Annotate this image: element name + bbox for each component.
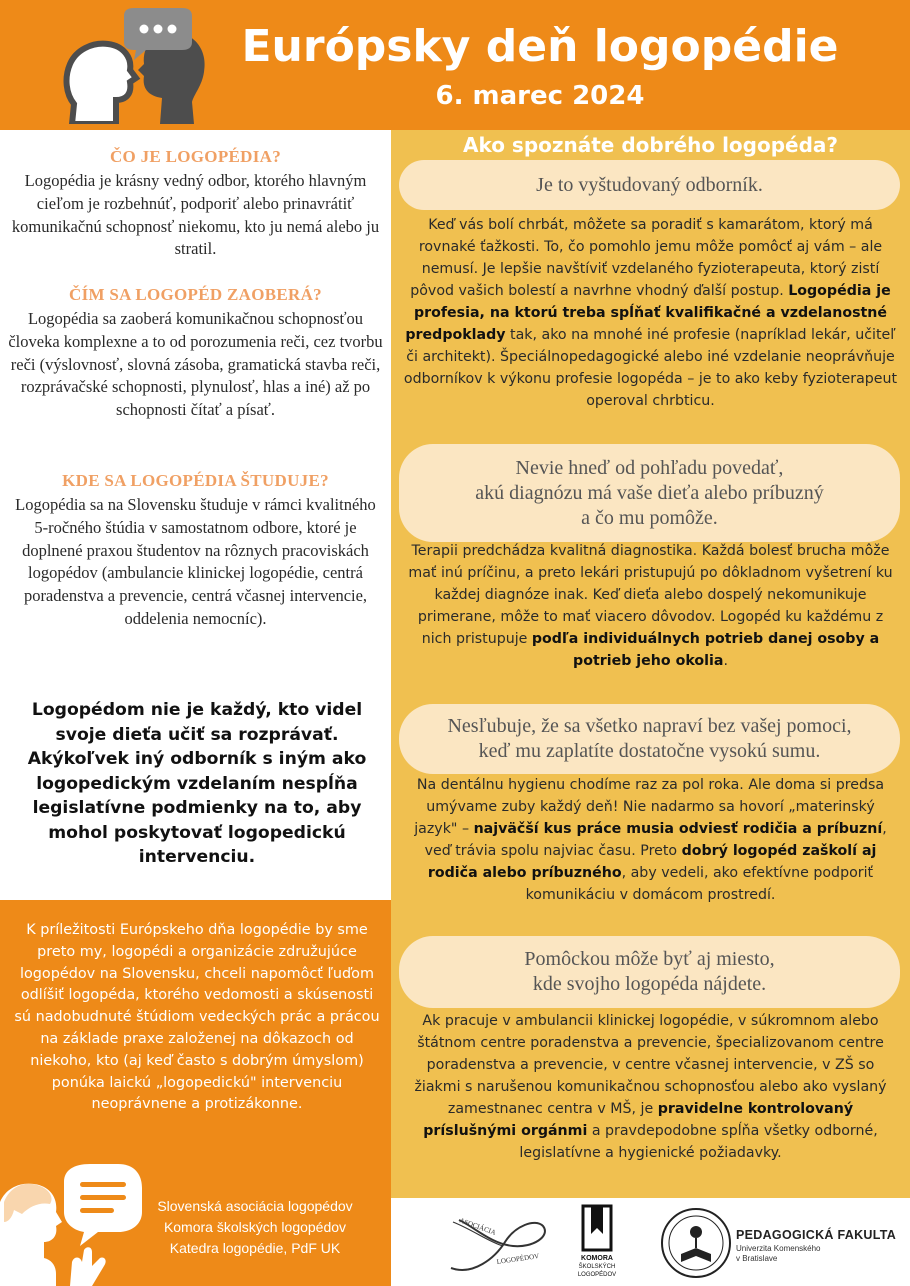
page-date: 6. marec 2024 bbox=[435, 81, 645, 111]
sal-logo-text: ASOCIÁCIA bbox=[458, 1216, 497, 1237]
ksl-logo-text: ŠKOLSKÝCH bbox=[578, 1264, 616, 1270]
section-heading: ČÍM SA LOGOPÉD ZAOBERÁ? bbox=[69, 285, 322, 304]
faculty-name: PEDAGOGICKÁ FAKULTA bbox=[736, 1228, 897, 1242]
section-what-is bbox=[8, 146, 383, 261]
text-run: Terapii predchádza kvalitná diagnostika. Každá bolesť brucha môže mať inú príčinu, a preto lekári pristupujú po dôkladnom vyšetrení ku každej diagnóze inak. Keď dieťa alebo dospelý nekomunikuje primerane, môže to mať viacero dôvodov. Logopéd ku každému z nich pristupuje bbox=[408, 543, 893, 647]
heading-line: kde svojho logopéda nájdete. bbox=[532, 973, 767, 995]
heading-line: a čo mu pomôže. bbox=[581, 506, 718, 529]
occasion-text: K príležitosti Európskeho dňa logopédie by sme preto my, logopédi a organizácie združujúce logopédov na Slovensku, chceli napomôcť ľuďom odlíšiť logopéda, ktorého vedomosti a skúsenosti sú nadobudnuté štúdiom vedeckých prác a prácou na základe praxe založenej na dôkazoch od niekoho, kto (aj keď často s dobrým úmyslom) ponúka laickú „logopedickú" intervenciu neoprávnene a protizákonne. bbox=[14, 922, 380, 1113]
block-heading-pill bbox=[399, 704, 900, 774]
key-statement: Logopédom nie je každý, kto videl svoje dieťa učiť sa rozprávať. Akýkoľvek iný odborník s iným ako logopedickým vzdelaním nespĺňa legislatívne podmienky na to, aby mohol poskytovať logopedickú intervenciu. bbox=[27, 700, 367, 867]
section-what-does bbox=[8, 284, 383, 422]
org-name: Komora školských logopédov bbox=[163, 1219, 347, 1235]
sal-logo-text: LOGOPÉDOV bbox=[496, 1252, 540, 1266]
org-name: Katedra logopédie, PdF UK bbox=[169, 1240, 341, 1256]
ksl-logo bbox=[577, 1204, 621, 1282]
heading-line: keď mu zaplatíte dostatočne vysokú sumu. bbox=[478, 740, 821, 762]
logos-strip bbox=[391, 1198, 910, 1286]
emphasis-text: najväčší kus práce musia odviesť rodičia a príbuzní bbox=[473, 821, 883, 837]
page-title: Európsky deň logopédie bbox=[241, 21, 839, 72]
text-run: Keď vás bolí chrbát, môžete sa poradiť s kamarátom, ktorý má rovnaké ťažkosti. To, čo pomohlo jemu môže pomôcť aj vám – ale nemusí. Je lepšie navštíviť vzdelaného fyzioterapeuta, ktorý zistí pôvod vašich bolestí a navrhne vhodný ďalší postup. bbox=[410, 217, 883, 299]
block-heading bbox=[475, 456, 823, 531]
left-column bbox=[0, 130, 391, 900]
block-heading-pill bbox=[399, 936, 900, 1008]
left-footer-panel bbox=[0, 900, 391, 1286]
right-column bbox=[391, 130, 910, 1198]
text-run: tak, ako na mnohé iné profesie (napríklad lekár, učiteľ či architekt). Špeciálnopedagogické alebo iné vzdelanie neoprávňuje odborníkov k výkonu profesie logopéda – je to ako keby fyzioterapeut operoval chrbticu. bbox=[403, 327, 898, 409]
section-text: Logopédia sa na Slovensku študuje v rámci kvalitného 5-ročného štúdia v samostatnom odbore, ktoré je doplnené praxou študentov na rôznych pracoviskách logopédov (ambulancie klinickej logopédie, centrá poradenstva a prevencie, centrá včasnej intervencie, oddelenia nemocníc). bbox=[15, 495, 376, 628]
faculty-seal-icon bbox=[659, 1206, 733, 1280]
emphasis-text: Logopédia je profesia, na ktorú treba spĺňať kvalifikačné a vzdelanostné predpoklady bbox=[405, 283, 891, 343]
block-text bbox=[403, 540, 898, 672]
emphasis-text: pravidelne kontrolovaný príslušnými orgánmi bbox=[423, 1101, 854, 1139]
text-run: Na dentálnu hygienu chodíme raz za pol roka. Ale doma si predsa umývame zuby každý deň! Nie nadarmo sa hovorí „materinský jazyk" – bbox=[414, 777, 885, 837]
heading-line: akú diagnózu má vaše dieťa alebo príbuzný bbox=[475, 481, 824, 504]
text-run: , veď trávia spolu najviac času. Preto bbox=[424, 821, 887, 859]
header-banner bbox=[0, 0, 910, 130]
right-title: Ako spoznáte dobrého logopéda? bbox=[462, 133, 839, 157]
emphasis-text: podľa individuálnych potrieb danej osoby a potrieb jeho okolia bbox=[531, 631, 880, 669]
heading-line: Nesľubuje, že sa všetko napraví bez vašej pomoci, bbox=[447, 715, 852, 737]
text-run: , aby vedeli, ako efektívne podporiť komunikáciu v domácom prostredí. bbox=[525, 865, 874, 903]
section-heading: KDE SA LOGOPÉDIA ŠTUDUJE? bbox=[62, 471, 329, 490]
text-run: Ak pracuje v ambulancii klinickej logopédie, v súkromnom alebo štátnom centre poradenstva a prevencie, špecializovanom centre poradenstva a prevencie, v centre včasnej intervencie, v ZŠ so žiakmi s narušenou komunikačnou schopnosťou alebo ako vyslaný zamestnanec centra v MŠ, je bbox=[414, 1013, 887, 1117]
section-text: Logopédia je krásny vedný odbor, ktorého hlavným cieľom je rozbehnúť, podporiť alebo prinavrátiť komunikačnú schopnosť niekomu, kto ju nemá alebo ju stratil. bbox=[11, 171, 380, 259]
heading-line: Je to vyštudovaný odborník. bbox=[536, 173, 763, 196]
block-heading bbox=[524, 947, 774, 997]
block-text bbox=[403, 774, 898, 906]
ksl-logo-text: KOMORA bbox=[581, 1255, 613, 1262]
heading-line: Nevie hneď od pohľadu povedať, bbox=[515, 456, 784, 479]
block-heading bbox=[447, 714, 851, 764]
heading-line: Pomôckou môže byť aj miesto, bbox=[524, 948, 775, 970]
block-heading bbox=[536, 173, 763, 198]
faculty-university: Univerzita Komenského bbox=[736, 1244, 821, 1253]
block-text bbox=[403, 1010, 898, 1164]
text-run: a pravdepodobne spĺňa všetky odborné, legislatívne a hygienické požiadavky. bbox=[519, 1123, 878, 1161]
section-text: Logopédia sa zaoberá komunikačnou schopnosťou človeka komplexne a to od porozumenia reči, cez tvorbu reči (výslovnosť, slovná zásoba, gramatická stavba reči, rozprávačské schopnosti, plynulosť, hlas a iné) až po schopnosti čítať a písať. bbox=[8, 309, 383, 420]
organizations-list bbox=[130, 1196, 380, 1259]
sal-logo bbox=[443, 1206, 555, 1278]
section-heading: ČO JE LOGOPÉDIA? bbox=[109, 147, 282, 166]
block-heading-pill bbox=[399, 444, 900, 542]
block-heading-pill bbox=[399, 160, 900, 210]
text-run: . bbox=[723, 653, 728, 669]
faculty-city: v Bratislave bbox=[736, 1254, 778, 1263]
org-name: Slovenská asociácia logopédov bbox=[157, 1198, 353, 1214]
section-where-studied bbox=[8, 470, 383, 631]
conversation-people-icon bbox=[0, 1162, 150, 1286]
block-text bbox=[403, 214, 898, 412]
emphasis-text: dobrý logopéd zaškolí aj rodiča alebo príbuzného bbox=[427, 843, 877, 881]
talking-heads-icon bbox=[62, 6, 212, 124]
ksl-logo-text: LOGOPÉDOV bbox=[577, 1272, 617, 1278]
